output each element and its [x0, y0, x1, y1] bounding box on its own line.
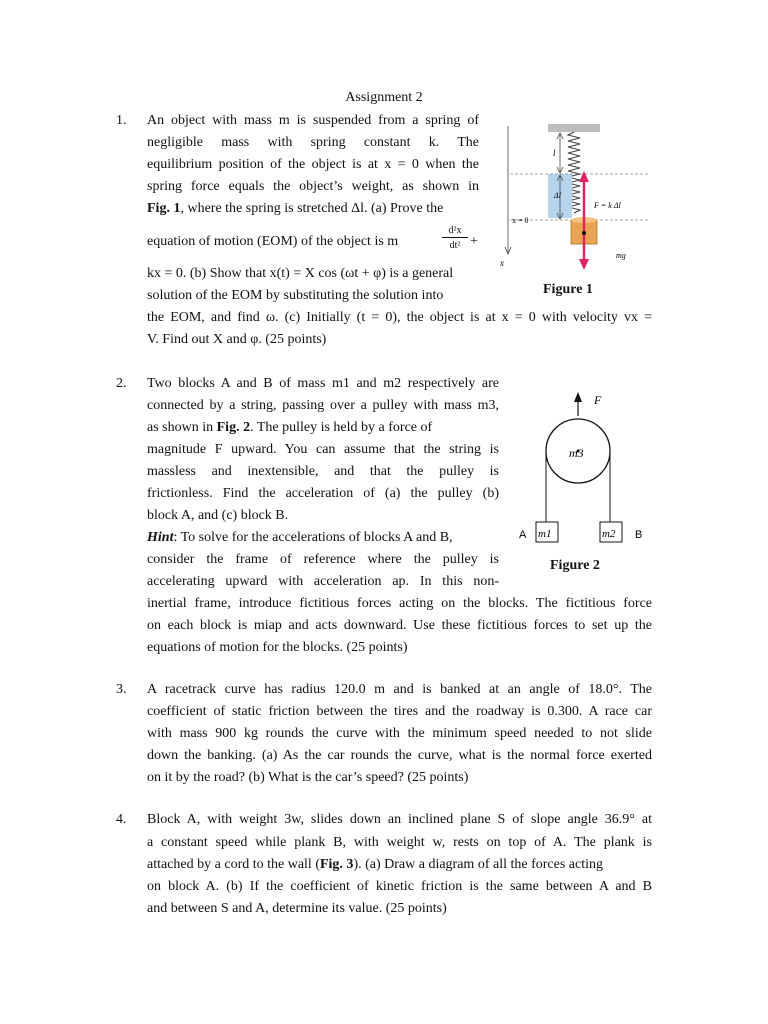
- q2-line-11: inertial frame, introduce fictitious forces acting on the blocks. The fictitious force: [147, 596, 652, 611]
- q1-line-1: An object with mass m is suspended from a spring of: [147, 113, 479, 128]
- q2-line-7: block A, and (c) block B.: [147, 508, 289, 523]
- weight-arrowhead: [579, 259, 589, 270]
- label-l: l: [553, 148, 556, 158]
- q1-fraction-denominator: dt²: [449, 240, 461, 251]
- label-B: B: [635, 529, 643, 541]
- q2-fig-ref: Fig. 2: [216, 420, 251, 435]
- q1-line-8: solution of the EOM by substituting the solution into: [147, 288, 444, 303]
- q1-line-5: [147, 201, 443, 217]
- q2-line-3-c: . The pulley is held by a force of: [250, 420, 433, 435]
- label-x0: x = 0: [512, 216, 529, 225]
- label-m3: m3: [569, 446, 584, 460]
- q4-line-5: and between S and A, determine its value. (25 points): [147, 901, 447, 916]
- q3-line-4: down the banking. (a) As the car rounds the curve, what is the normal force exerted: [147, 748, 652, 763]
- q1-line-6: [147, 234, 398, 250]
- center-of-mass-dot: [582, 231, 586, 235]
- q4-number: 4.: [116, 812, 127, 827]
- q4-line-3: [147, 857, 603, 873]
- q3-line-2: coefficient of static friction between the tires and the roadway is 0.300. A race car: [147, 704, 652, 719]
- q2-number: 2.: [116, 376, 127, 391]
- q4-line-2: a constant speed while plank B, with weight w, rests on top of A. The plank is: [147, 835, 652, 850]
- q4-line-3-c: ). (a) Draw a diagram of all the forces acting: [353, 857, 603, 872]
- q1-fig-ref: Fig. 1: [147, 201, 181, 216]
- label-weight: mg: [616, 251, 626, 260]
- q1-number: 1.: [116, 113, 127, 128]
- q1-line-9: the EOM, and find ω. (c) Initially (t = 0), the object is at x = 0 with velocity vx =: [147, 310, 652, 325]
- q3-line-5: on it by the road? (b) What is the car’s speed? (25 points): [147, 770, 469, 785]
- ceiling-block: [548, 124, 600, 132]
- q1-line-2: negligible mass with spring constant k. The: [147, 135, 479, 150]
- figure-1-spring-diagram: [500, 118, 660, 280]
- spring-force-arrowhead: [579, 171, 589, 182]
- q1-line-6-text: equation of motion (EOM) of the object is m: [147, 234, 399, 249]
- q3-line-1: A racetrack curve has radius 120.0 m and is banked at an angle of 18.0°. The: [147, 682, 652, 697]
- q4-line-1: Block A, with weight 3w, slides down an inclined plane S of slope angle 36.9° at: [147, 812, 652, 827]
- figure-2-caption: Figure 2: [550, 558, 600, 573]
- q2-line-6: frictionless. Find the acceleration of (a) the pulley (b): [147, 486, 499, 501]
- q1-line-6-plus: +: [470, 234, 478, 249]
- q2-line-5: massless and inextensible, and that the pulley is: [147, 464, 499, 479]
- label-delta-l: Δl: [554, 191, 561, 200]
- q1-line-4: spring force equals the object’s weight, as shown in: [147, 179, 479, 194]
- label-m2: m2: [602, 528, 616, 540]
- q2-line-1: Two blocks A and B of mass m1 and m2 respectively are: [147, 376, 499, 391]
- q2-line-10: accelerating upward with acceleration ap. In this non-: [147, 574, 499, 589]
- q2-line-3: [147, 420, 432, 436]
- q1-line-3: equilibrium position of the object is at x = 0 when the: [147, 157, 479, 172]
- q2-hint-label: Hint: [147, 530, 174, 545]
- q4-line-3-a: attached by a cord to the wall (: [147, 857, 320, 872]
- figure-2-pulley-diagram: [512, 388, 662, 553]
- q2-line-4: magnitude F upward. You can assume that the string is: [147, 442, 499, 457]
- q1-line-10: V. Find out X and φ. (25 points): [147, 332, 327, 347]
- q1-fraction-numerator: d²x: [442, 225, 468, 238]
- page-title: Assignment 2: [345, 90, 423, 105]
- label-m1: m1: [538, 528, 552, 540]
- q2-line-12: on each block is miap and acts downward. Use these fictitious forces to set up the: [147, 618, 652, 633]
- label-A: A: [519, 529, 527, 541]
- q2-line-8-text: : To solve for the accelerations of blocks A and B,: [173, 530, 453, 545]
- q4-line-4: on block A. (b) If the coefficient of kinetic friction is the same between A and B: [147, 879, 652, 894]
- label-spring-force: F = k Δl: [594, 201, 621, 210]
- q1-line-5-text: , where the spring is stretched Δl. (a) Prove the: [180, 201, 444, 216]
- q4-fig-ref: Fig. 3: [319, 857, 354, 872]
- q2-line-2: connected by a string, passing over a pulley with mass m3,: [147, 398, 499, 413]
- figure-1-caption: Figure 1: [543, 282, 593, 297]
- q2-line-13: equations of motion for the blocks. (25 points): [147, 640, 408, 655]
- q2-line-9: consider the frame of reference where the pulley is: [147, 552, 499, 567]
- q1-line-7: kx = 0. (b) Show that x(t) = X cos (ωt + φ) is a general: [147, 266, 454, 281]
- q3-number: 3.: [116, 682, 127, 697]
- label-x: x: [500, 258, 504, 268]
- label-F: F: [594, 393, 602, 407]
- q2-line-3-a: as shown in: [147, 420, 217, 435]
- force-arrowhead: [574, 392, 582, 402]
- q2-line-8: [147, 530, 453, 546]
- q3-line-3: with mass 900 kg rounds the curve with the minimum speed needed to not slide: [147, 726, 652, 741]
